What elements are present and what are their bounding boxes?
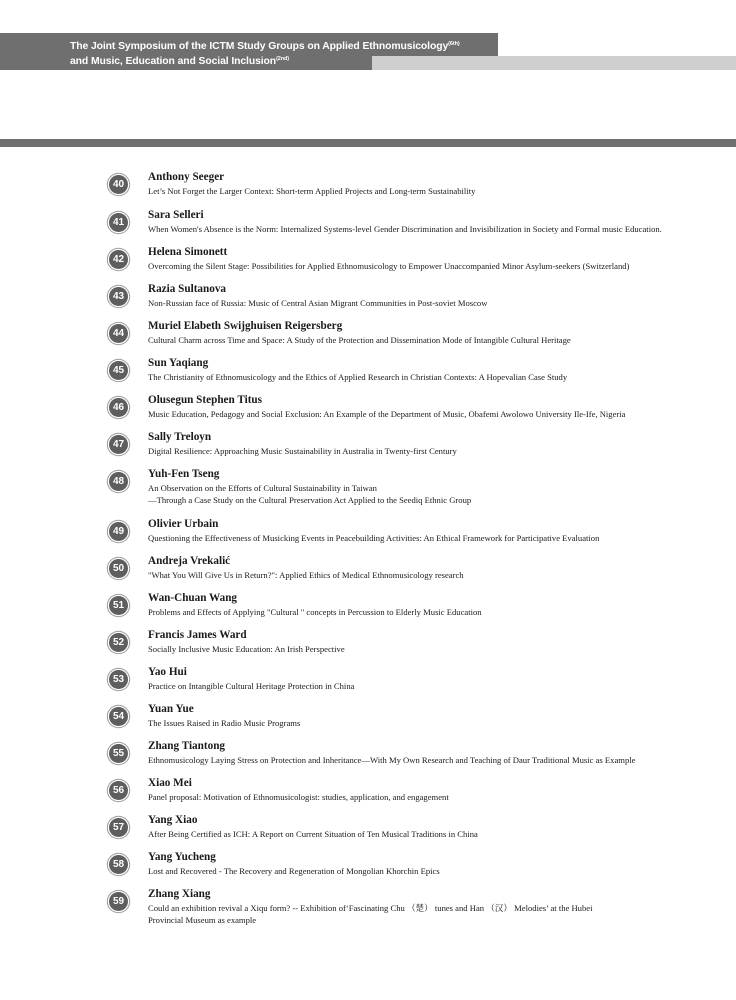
symposium-title-line1: The Joint Symposium of the ICTM Study Groups on Applied Ethnomusicology — [70, 41, 449, 52]
presenter-name: Yuan Yue — [148, 703, 194, 715]
entry-number-badge: 50 — [109, 559, 128, 578]
presenter-name: Zhang Xiang — [148, 888, 211, 900]
paper-title: Ethnomusicology Laying Stress on Protection and Inheritance—With My Own Research and Teaching of Daur Traditional Music as Example — [148, 755, 636, 765]
symposium-title — [70, 38, 498, 68]
entry-number-badge: 48 — [109, 472, 128, 491]
paper-title: Could an exhibition revival a Xiqu form? -- Exhibition of‘Fascinating Chu （楚） tunes and Han （汉） Melodies’ at the Hubei Provincial Museum as example — [148, 903, 593, 925]
paper-title: Digital Resilience: Approaching Music Sustainability in Australia in Twenty-first Century — [148, 446, 457, 456]
paper-title: Let’s Not Forget the Larger Context: Short-term Applied Projects and Long-term Sustainability — [148, 186, 476, 196]
paper-title: Panel proposal: Motivation of Ethnomusicologist: studies, application, and engagement — [148, 792, 449, 802]
paper-title: When Women's Absence is the Norm: Internalized Systems-level Gender Discrimination and Invisibilization in Society and Formal music Education. — [148, 224, 662, 234]
entry-number-badge: 53 — [109, 670, 128, 689]
presenter-name: Razia Sultanova — [148, 283, 227, 295]
entry-number-badge: 43 — [109, 287, 128, 306]
paper-title: The Christianity of Ethnomusicology and the Ethics of Applied Research in Christian Contexts: A Hopevalian Case Study — [148, 372, 568, 382]
entry-number-badge: 52 — [109, 633, 128, 652]
symposium-title-line2: and Music, Education and Social Inclusion — [70, 56, 277, 67]
presenter-name: Yang Yucheng — [148, 851, 216, 863]
presenter-name: Muriel Elabeth Swijghuisen Reigersberg — [148, 320, 343, 332]
presenter-name: Yang Xiao — [148, 814, 198, 826]
paper-title: "What You Will Give Us in Return?": Applied Ethics of Medical Ethnomusicology research — [148, 570, 464, 580]
entry-number-badge: 56 — [109, 781, 128, 800]
entry-number-badge: 58 — [109, 855, 128, 874]
entry-number-badge: 45 — [109, 361, 128, 380]
presenter-name: Olusegun Stephen Titus — [148, 394, 262, 406]
entry-number-badge: 47 — [109, 435, 128, 454]
entry-number-badge: 40 — [109, 175, 128, 194]
paper-title: Practice on Intangible Cultural Heritage Protection in China — [148, 681, 355, 691]
paper-title: Socially Inclusive Music Education: An Irish Perspective — [148, 644, 345, 654]
paper-title: Overcoming the Silent Stage: Possibilities for Applied Ethnomusicology to Empower Unaccompanied Minor Asylum-seekers (Switzerland) — [148, 261, 630, 271]
presenter-name: Zhang Tiantong — [148, 740, 226, 752]
entry-number-badge: 46 — [109, 398, 128, 417]
entry-number-badge: 55 — [109, 744, 128, 763]
presenter-name: Sara Selleri — [148, 209, 204, 221]
entry-number-badge: 54 — [109, 707, 128, 726]
paper-title: Lost and Recovered - The Recovery and Regeneration of Mongolian Khorchin Epics — [148, 866, 440, 876]
presenter-name: Sally Treloyn — [148, 431, 212, 443]
paper-title: Cultural Charm across Time and Space: A Study of the Protection and Dissemination Mode of Intangible Cultural Heritage — [148, 335, 571, 345]
entry-number-badge: 59 — [109, 892, 128, 911]
paper-title: The Issues Raised in Radio Music Programs — [148, 718, 301, 728]
entry-number-badge: 42 — [109, 250, 128, 269]
symposium-edition-sup1: (6th) — [448, 41, 460, 47]
paper-title: Non-Russian face of Russia: Music of Central Asian Migrant Communities in Post-soviet Moscow — [148, 298, 488, 308]
presenter-name: Francis James Ward — [148, 629, 247, 641]
entry-number-badge: 44 — [109, 324, 128, 343]
entry-number-badge: 51 — [109, 596, 128, 615]
presenter-name: Olivier Urbain — [148, 518, 219, 530]
entry-number-badge: 57 — [109, 818, 128, 837]
presenter-name: Sun Yaqiang — [148, 357, 209, 369]
presenter-name: Yao Hui — [148, 666, 187, 678]
presenter-name: Anthony Seeger — [148, 171, 225, 183]
presenter-name: Wan-Chuan Wang — [148, 592, 238, 604]
paper-title: Questioning the Effectiveness of Musicking Events in Peacebuilding Activities: An Ethical Framework for Participative Evaluation — [148, 533, 600, 543]
symposium-edition-sup2: (2nd) — [276, 56, 290, 62]
paper-title: Problems and Effects of Applying "Cultural " concepts in Percussion to Elderly Music Education — [148, 607, 482, 617]
paper-title: An Observation on the Efforts of Cultural Sustainability in Taiwan —Through a Case Study on the Cultural Preservation Act Applied to the Seediq Ethnic Group — [148, 483, 472, 505]
presenter-name: Xiao Mei — [148, 777, 192, 789]
entry-number-badge: 41 — [109, 213, 128, 232]
presenter-name: Andreja Vrekalić — [148, 555, 231, 567]
entry-number-badge: 49 — [109, 522, 128, 541]
paper-title: After Being Certified as ICH: A Report on Current Situation of Ten Musical Traditions in China — [148, 829, 478, 839]
section-divider — [0, 139, 736, 147]
paper-title: Music Education, Pedagogy and Social Exclusion: An Example of the Department of Music, Obafemi Awolowo University Ile-Ife, Nigeria — [148, 409, 626, 419]
presenter-name: Helena Simonett — [148, 246, 228, 258]
presenter-name: Yuh-Fen Tseng — [148, 468, 220, 480]
